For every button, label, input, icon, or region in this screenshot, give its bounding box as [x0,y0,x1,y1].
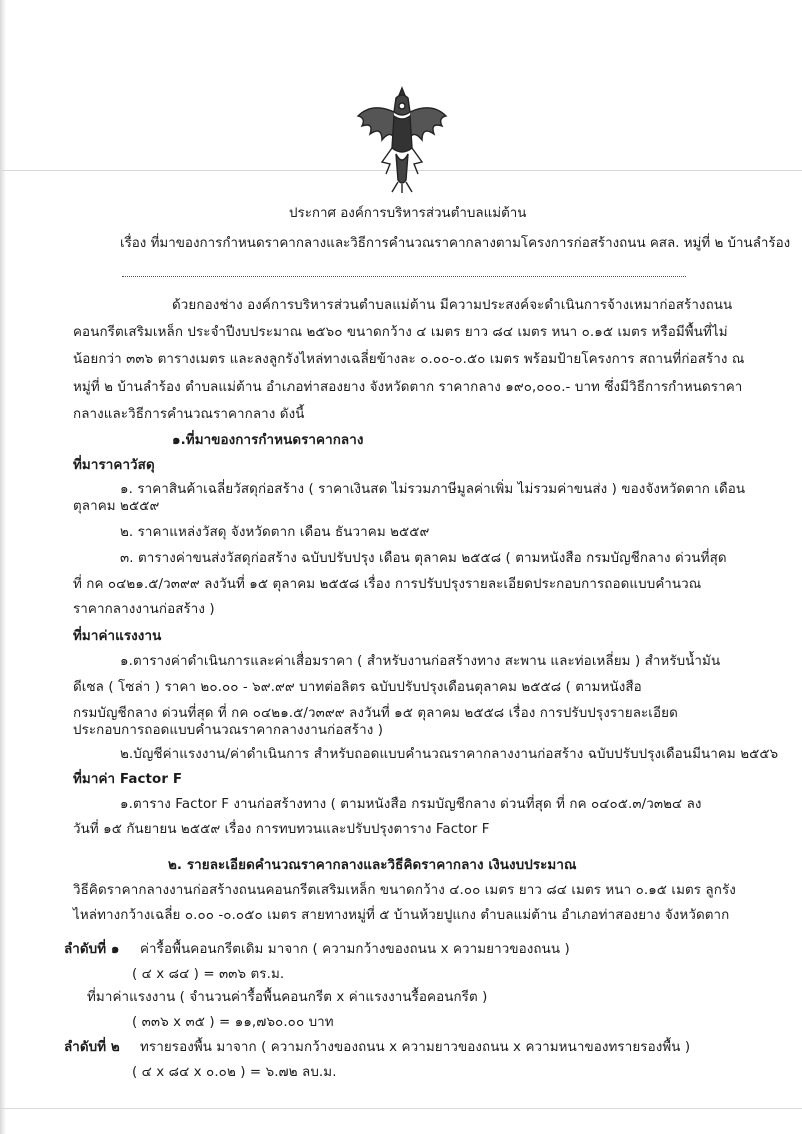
materials-line: ๓. ตารางค่าขนส่งวัสดุก่อสร้าง ฉบับปรับปรุง เดือน ตุลาคม ๒๕๕๘ ( ตามหนังสือ กรมบัญชีกลาง ด่วนที่สุด [120,551,727,566]
garuda-emblem-icon [352,82,452,194]
intro-line: กลางและวิธีการคำนวณราคากลาง ดังนี้ [73,407,305,422]
labor-line: ประกอบการถอดแบบคำนวณราคากลางงานก่อสร้าง ) [73,723,384,738]
intro-line: คอนกรีตเสริมเหล็ก ประจำปีงบประมาณ ๒๕๖๐ ขนาดกว้าง ๔ เมตร ยาว ๘๔ เมตร หนา ๐.๑๕ เมตร หรือมีพื้นที่ไม่ [73,325,728,340]
item2-text: ทรายรองพื้น มาจาก ( ความกว้างของถนน x ความยาวของถนน x ความหนาของทรายรองพื้น ) [140,1040,691,1055]
materials-line: ราคากลางงานก่อสร้าง ) [73,602,215,617]
item1-labor-calc: ( ๓๓๖ x ๓๕ ) = ๑๑,๗๖๐.๐๐ บาท [132,1015,334,1030]
labor-line: ๒.บัญชีค่าแรงงาน/ค่าดำเนินการ สำหรับถอดแบบคำนวณราคากลางงานก่อสร้าง ฉบับปรับปรุงเดือนมีนาคม ๒๕๕๖ [120,747,779,762]
announcement-subject: เรื่อง ที่มาของการกำหนดราคากลางและวิธีการคำนวณราคากลางตามโครงการก่อสร้างถนน คสล. หมู่ที่ ๒ บ้านลำร้อง [120,236,791,251]
announcement-title: ประกาศ องค์การบริหารส่วนตำบลแม่ต้าน [289,206,527,221]
materials-line: ๒. ราคาแหล่งวัสดุ จังหวัดตาก เดือน ธันวาคม ๒๕๕๙ [120,525,430,540]
item1-labor: ที่มาค่าแรงงาน ( จำนวนค่ารื้อพื้นคอนกรีต x ค่าแรงงานรื้อคอนกรีต ) [87,990,488,1005]
materials-heading: ที่มาราคาวัสดุ [73,458,155,473]
factor-heading: ที่มาค่า Factor F [73,772,183,787]
section1-heading: ๑.ที่มาของการกำหนดราคากลาง [172,433,364,448]
materials-line: ที่ กค ๐๔๒๑.๕/ว๓๙๙ ลงวันที่ ๑๕ ตุลาคม ๒๕๕๘ เรื่อง การปรับปรุงรายละเอียดประกอบการถอดแบบคำนวณ [73,577,702,592]
section2-heading: ๒. รายละเอียดคำนวณราคากลางและวิธีคิดราคากลาง เงินงบประมาณ [168,858,577,873]
item2-label: ลำดับที่ ๒ [64,1040,120,1055]
fold-line [0,1108,802,1109]
item1-calc: ( ๔ x ๘๔ ) = ๓๓๖ ตร.ม. [132,967,285,982]
item1-text: ค่ารื้อพื้นคอนกรีตเดิม มาจาก ( ความกว้างของถนน x ความยาวของถนน ) [140,942,570,957]
item2-calc: ( ๔ x ๘๔ x ๐.๐๒ ) = ๖.๗๒ ลบ.ม. [132,1065,337,1080]
labor-line: ๑.ตารางค่าดำเนินการและค่าเสื่อมราคา ( สำหรับงานก่อสร้างทาง สะพาน และท่อเหลี่ยม ) สำหรับน้ำมัน [120,654,721,669]
intro-line: ด้วยกองช่าง องค์การบริหารส่วนตำบลแม่ต้าน มีความประสงค์จะดำเนินการจ้างเหมาก่อสร้างถนน [172,298,733,313]
intro-line: น้อยกว่า ๓๓๖ ตารางเมตร และลงลูกรังไหล่ทางเฉลี่ยข้างละ ๐.๐๐-๐.๕๐ เมตร พร้อมป้ายโครงการ สถานที่ก่อสร้าง ณ [73,352,745,367]
labor-line: กรมบัญชีกลาง ด่วนที่สุด ที่ กค ๐๔๒๑.๕/ว๓๙๙ ลงวันที่ ๑๕ ตุลาคม ๒๕๕๘ เรื่อง การปรับปรุงรายละเอียด [73,706,678,721]
labor-line: ดีเซล ( โซล่า ) ราคา ๒๐.๐๐ - ๖๙.๙๙ บาทต่อลิตร ฉบับปรับปรุงเดือนตุลาคม ๒๕๕๘ ( ตามหนังสือ [73,680,642,695]
section2-line: ไหล่ทางกว้างเฉลี่ย ๐.๐๐ -๐.๐๕๐ เมตร สายทางหมู่ที่ ๕ บ้านห้วยปูแกง ตำบลแม่ต้าน อำเภอท่าสองยาง จังหวัดตาก [73,908,730,923]
item1-label: ลำดับที่ ๑ [64,942,120,957]
section2-line: วิธีคิดราคากลางงานก่อสร้างถนนคอนกรีตเสริมเหล็ก ขนาดกว้าง ๔.๐๐ เมตร ยาว ๘๔ เมตร หนา ๐.๑๕ เมตร ลูกรัง [73,883,736,898]
separator-dotted [122,276,686,277]
factor-line: ๑.ตาราง Factor F งานก่อสร้างทาง ( ตามหนังสือ กรมบัญชีกลาง ด่วนที่สุด ที่ กค ๐๔๐๕.๓/ว๓๒๔ ลง [120,797,702,812]
materials-line: ๑. ราคาสินค้าเฉลี่ยวัสดุก่อสร้าง ( ราคาเงินสด ไม่รวมภาษีมูลค่าเพิ่ม ไม่รวมค่าขนส่ง ) ของจังหวัดตาก เดือน [120,482,746,497]
labor-heading: ที่มาค่าแรงงาน [73,629,162,644]
materials-line: ตุลาคม ๒๕๕๙ [73,499,160,514]
factor-line: วันที่ ๑๕ กันยายน ๒๕๕๙ เรื่อง การทบทวนและปรับปรุงตาราง Factor F [73,822,490,837]
intro-line: หมู่ที่ ๒ บ้านลำร้อง ตำบลแม่ต้าน อำเภอท่าสองยาง จังหวัดตาก ราคากลาง ๑๙๐,๐๐๐.- บาท ซึ่งมีวิธีการกำหนดราคา [73,380,743,395]
